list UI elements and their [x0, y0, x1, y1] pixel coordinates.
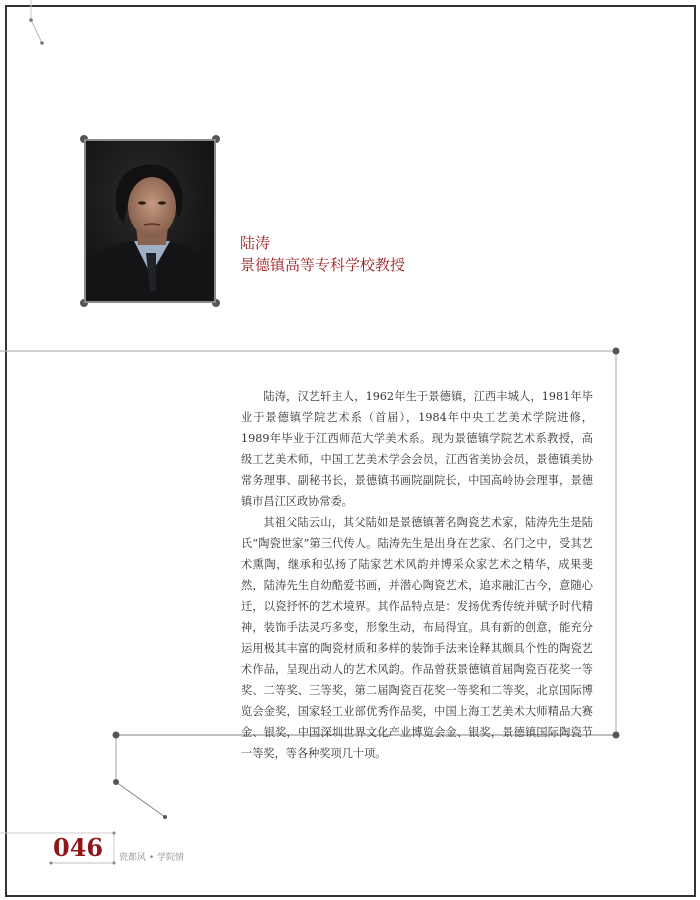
portrait-photo — [84, 139, 216, 303]
bio-paragraph: 其祖父陆云山，其父陆如是景德镇著名陶瓷艺术家，陆涛先生是陆氏“陶瓷世家”第三代传人。陆涛先生是出身在艺家、名门之中，受其艺术熏陶，继承和弘扬了陆家艺术风韵并博采众家艺术之精华，成果斐然，陆涛先生自幼酷爱书画，并潜心陶瓷艺术，追求融汇古今，意随心迁，以瓷抒怀的艺术境界。其作品特点是：发扬优秀传统并赋予时代精神，装饰手法灵巧多变，形象生动，布局得宜。具有新的创意，能充分运用极其丰富的陶瓷材质和多样的装饰手法来诠释其颇具个性的陶瓷艺术作品，呈现出动人的艺术风韵。作品曾获景德镇首届陶瓷百花奖一等奖、二等奖、三等奖，第二届陶瓷百花奖一等奖和二等奖，北京国际博览会金奖，国家轻工业部优秀作品奖，中国上海工艺美术大师精品大赛金、银奖，中国深圳世界文化产业博览会金、银奖，景德镇国际陶瓷节一等奖，等各种奖项几十项。 — [241, 516, 593, 760]
profile-title: 景德镇高等专科学校教授 — [240, 256, 406, 274]
biography-text — [241, 386, 593, 764]
portrait-image-icon — [86, 141, 214, 301]
profile-name: 陆涛 — [240, 234, 271, 252]
bio-paragraph: 陆涛，汉艺轩主人，1962年生于景德镇，江西丰城人，1981年毕业于景德镇学院艺术系（首届），1984年中央工艺美术学院进修，1989年毕业于江西师范大学美术系。现为景德镇学院艺术系教授，高级工艺美术师，中国工艺美术学会会员，江西省美协会员，景德镇美协常务理事、副秘书长，景德镇书画院副院长，中国高岭协会理事，景德镇市昌江区政协常委。 — [241, 390, 593, 508]
section-label: 瓷都风 • 学院情 — [119, 853, 185, 863]
page-number: 046 — [53, 833, 104, 862]
profile-heading — [240, 232, 405, 276]
